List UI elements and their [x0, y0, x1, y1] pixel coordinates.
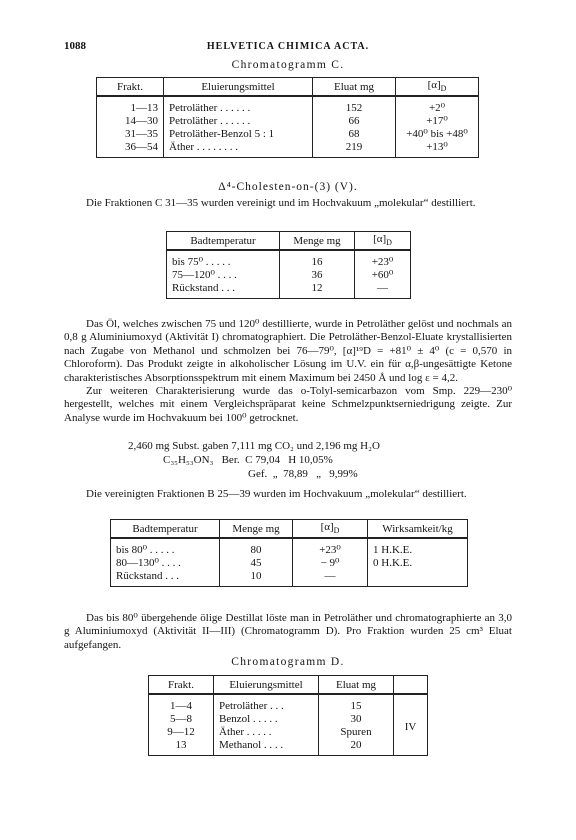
table-cell: +23⁰ — [355, 250, 411, 269]
table-cell: Rückstand . . . — [111, 570, 220, 587]
table-row — [167, 269, 411, 282]
table-cell: 80 — [220, 538, 293, 557]
table-cell: Spuren — [319, 726, 394, 739]
column-header: Menge mg — [280, 232, 355, 251]
table-cell: 80—130⁰ . . . . — [111, 557, 220, 570]
distillation-table-2 — [110, 519, 468, 587]
paragraph-text: Die Fraktionen C 31—35 wurden vereinigt und im Hochvakuum „molekular“ destilliert. — [86, 197, 476, 209]
table-cell: 152 — [313, 96, 396, 115]
table-cell: 1 H.K.E. — [368, 538, 468, 557]
table-cell: 13 — [149, 739, 214, 756]
table-cell: 1—4 — [149, 694, 214, 713]
column-header: $[\alpha]_D$ — [355, 232, 411, 251]
table-cell: 68 — [313, 128, 396, 141]
column-header: Badtemperatur — [167, 232, 280, 251]
paragraph-5 — [64, 612, 512, 652]
table-cell: 66 — [313, 115, 396, 128]
column-header: $[\alpha]_D$ — [293, 520, 368, 539]
column-header: Wirksamkeit/kg — [368, 520, 468, 539]
column-header: Frakt. — [97, 78, 164, 97]
table-cell: Äther . . . . . — [214, 726, 319, 739]
table-cell: 31—35 — [97, 128, 164, 141]
paragraph-text: Das bis 80⁰ übergehende ölige Destillat löste man in Petroläther und chromatographierte an 3,0 g Aluminiumoxyd (Aktivität II—III) (Chromatogramm D). Pro Fraktion wurden 25 cm³ Eluat aufgefangen. — [64, 612, 512, 651]
column-header: Badtemperatur — [111, 520, 220, 539]
column-header — [394, 676, 428, 695]
table-cell: 45 — [220, 557, 293, 570]
paragraph-1 — [64, 197, 512, 210]
table-cell: Petroläther . . . . . . — [164, 96, 313, 115]
table-row — [149, 713, 428, 726]
table-row — [111, 570, 468, 587]
column-header: Menge mg — [220, 520, 293, 539]
paragraph-4 — [64, 488, 512, 501]
journal-title: HELVETICA CHIMICA ACTA. — [206, 41, 370, 52]
table-cell: 20 — [319, 739, 394, 756]
table-row — [97, 96, 479, 115]
table-row — [149, 739, 428, 756]
column-header: Eluat mg — [313, 78, 396, 97]
table-cell: Petroläther . . . — [214, 694, 319, 713]
table-cell: Petroläther . . . . . . — [164, 115, 313, 128]
paragraph-2 — [64, 318, 512, 425]
table-cell: 15 — [319, 694, 394, 713]
table-row — [149, 726, 428, 739]
table-title-chromatogramm-d: Chromatogramm D. — [231, 656, 345, 668]
table-cell: Benzol . . . . . — [214, 713, 319, 726]
section-heading: Δ⁴-Cholesten-on-(3) (V). — [218, 181, 358, 193]
analysis-line-3: Gef. „ 78,89 „ 9,99% — [248, 468, 358, 480]
table-cell: bis 80⁰ . . . . . — [111, 538, 220, 557]
table-row — [167, 250, 411, 269]
table-cell: +17⁰ — [396, 115, 479, 128]
table-cell: 0 H.K.E. — [368, 557, 468, 570]
column-header: Frakt. — [149, 676, 214, 695]
table-cell: 12 — [280, 282, 355, 299]
table-cell: — — [293, 570, 368, 587]
distillation-table-1 — [166, 231, 411, 299]
table-title-chromatogramm-c: Chromatogramm C. — [231, 59, 345, 71]
table-cell: +2⁰ — [396, 96, 479, 115]
table-cell: 5—8 — [149, 713, 214, 726]
table-cell: 9—12 — [149, 726, 214, 739]
table-cell: +60⁰ — [355, 269, 411, 282]
table-cell: 36—54 — [97, 141, 164, 158]
column-header: Eluat mg — [319, 676, 394, 695]
table-cell: 14—30 — [97, 115, 164, 128]
table-cell: 16 — [280, 250, 355, 269]
table-row — [97, 128, 479, 141]
table-cell: 10 — [220, 570, 293, 587]
paragraph-text: Das Öl, welches zwischen 75 und 120⁰ destillierte, wurde in Petroläther gelöst und nochmals an 0,8 g Aluminiumoxyd (Aktivität I) chromatographiert. Die Petroläther-Benzol-Eluate krystallisierten nach Zugabe von Methanol und schmolzen bei 76—79⁰, [α]¹⁹D = +81⁰ ± 4⁰ (c = 0,570 in Chloroform). Das Produkt zeigte in alkoholischer Lösung im U.V. ein für α,β-ungesättigte Ketone charakteristisches Absorptionsspektrum mit einem Maximum bei 2450 Å und log ε = 4,2. — [64, 318, 512, 384]
paragraph-text: Die vereinigten Fraktionen B 25—39 wurden im Hochvakuum „molekular“ destilliert. — [86, 488, 467, 500]
table-cell: 36 — [280, 269, 355, 282]
analysis-line-1: 2,460 mg Subst. gaben 7,111 mg CO₂ und 2,196 mg H₂O — [128, 440, 380, 452]
table-cell: Äther . . . . . . . . — [164, 141, 313, 158]
table-row — [167, 282, 411, 299]
table-cell: bis 75⁰ . . . . . — [167, 250, 280, 269]
column-header: $[\alpha]_D$ — [396, 78, 479, 97]
chromatogramm-d-table — [148, 675, 428, 756]
table-cell: 30 — [319, 713, 394, 726]
table-cell — [368, 570, 468, 587]
analysis-line-2: C₃₅H₅₃ON₃ Ber. C 79,04 H 10,05% — [163, 454, 333, 466]
table-cell: +40⁰ bis +48⁰ — [396, 128, 479, 141]
table-cell: +13⁰ — [396, 141, 479, 158]
table-cell: Rückstand . . . — [167, 282, 280, 299]
column-header: Eluierungsmittel — [164, 78, 313, 97]
table-row — [149, 694, 428, 713]
table-cell: +23⁰ — [293, 538, 368, 557]
column-header: Eluierungsmittel — [214, 676, 319, 695]
table-cell: Petroläther-Benzol 5 : 1 — [164, 128, 313, 141]
table-row — [97, 115, 479, 128]
page-number: 1088 — [64, 40, 86, 52]
chromatogramm-c-table — [96, 77, 479, 158]
table-cell: 219 — [313, 141, 396, 158]
table-row — [111, 557, 468, 570]
table-cell: — — [355, 282, 411, 299]
table-cell: 75—120⁰ . . . . — [167, 269, 280, 282]
table-cell: Methanol . . . . — [214, 739, 319, 756]
table-cell: − 9⁰ — [293, 557, 368, 570]
table-row — [111, 538, 468, 557]
table-cell: 1—13 — [97, 96, 164, 115]
roman-numeral-cell: IV — [394, 694, 428, 756]
paragraph-text: Zur weiteren Charakterisierung wurde das o-Tolyl-semicarbazon vom Smp. 229—230⁰ hergestellt, welches mit einem Vergleichspräparat keine Schmelzpunktserniedrigung zeigte. Zur Analyse wurde im Hochvakuum bei 100⁰ getrocknet. — [64, 385, 512, 424]
table-row — [97, 141, 479, 158]
